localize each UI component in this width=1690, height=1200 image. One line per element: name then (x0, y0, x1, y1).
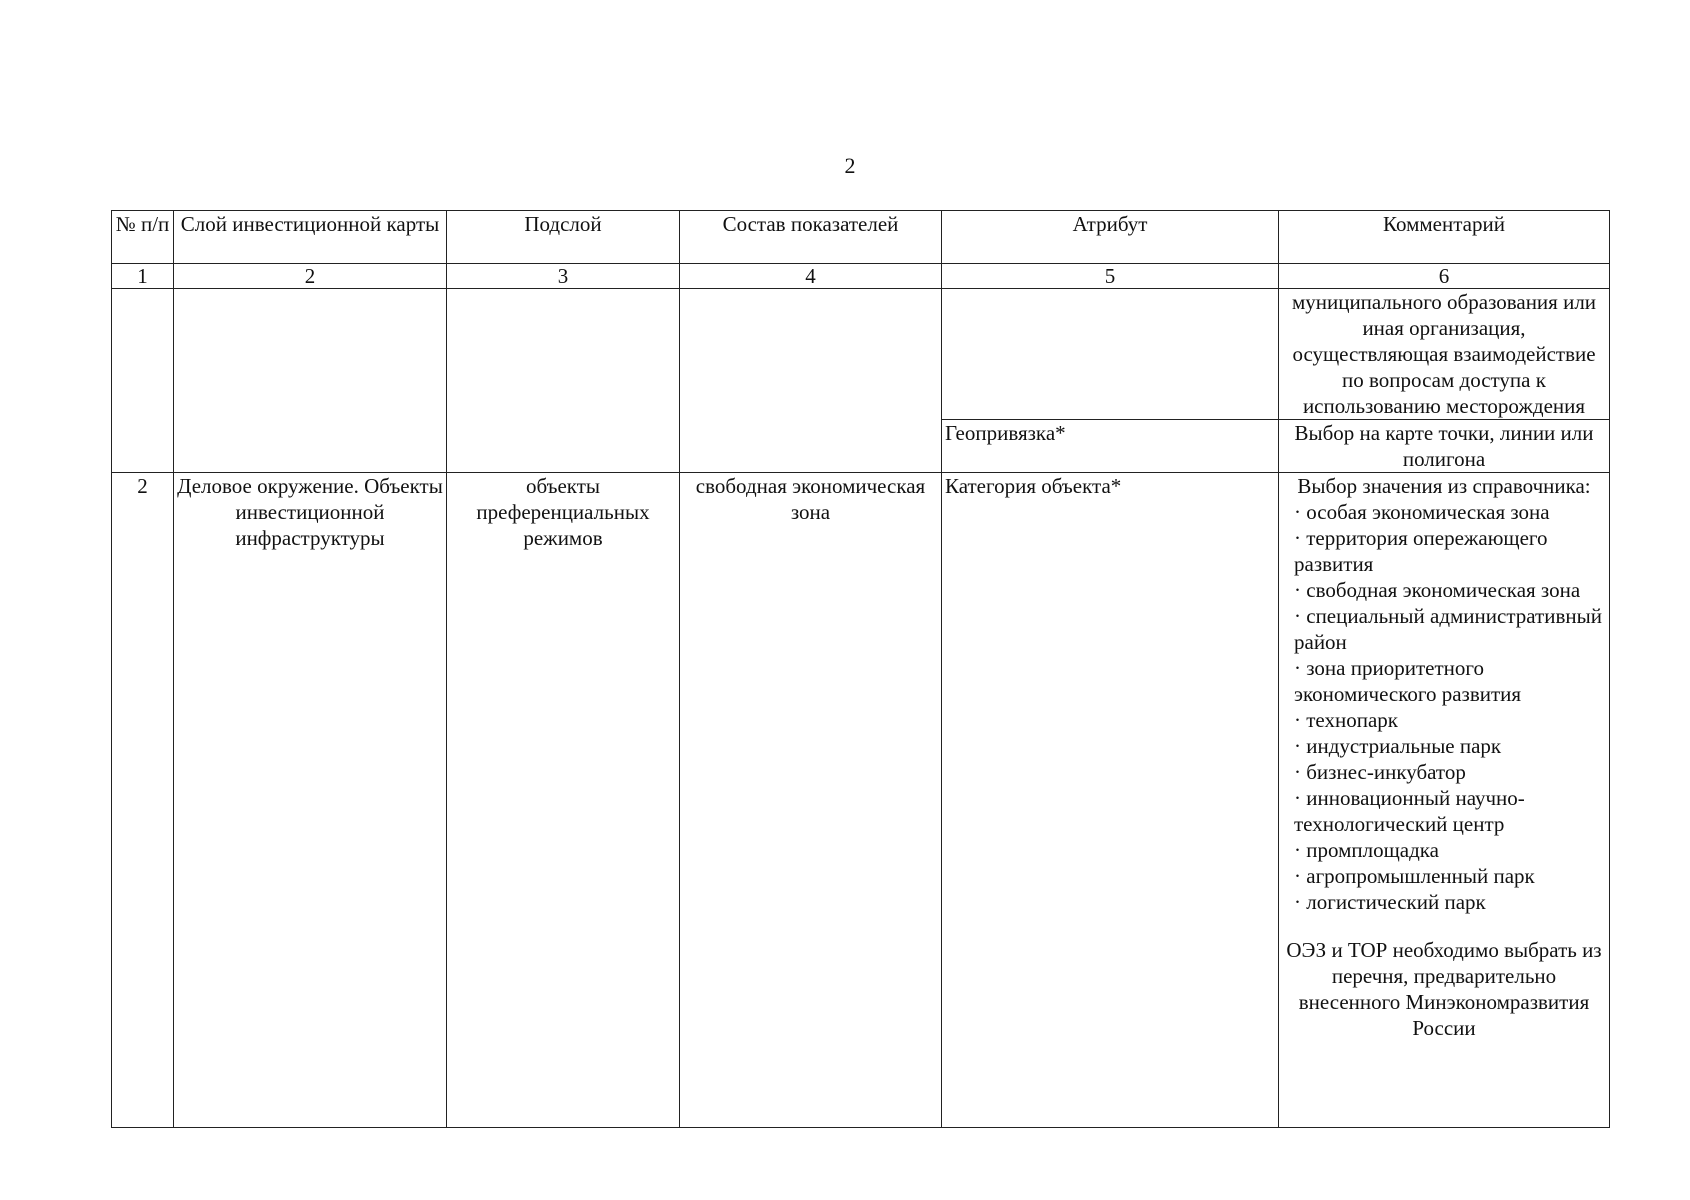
list-item: · инновационный научно-технологический центр (1294, 786, 1525, 836)
column-numbers-row (112, 264, 1610, 289)
row2-comment-cell (1279, 473, 1610, 1128)
row2-num-cell: 2 (112, 473, 174, 1128)
row2-indicators-cell: свободная экономическая зона (680, 473, 942, 1128)
continued-num-cell (112, 289, 174, 473)
list-item: · агропромышленный парк (1294, 864, 1535, 888)
indicators-table (111, 210, 1610, 1128)
col-number-2: 2 (174, 264, 447, 289)
row2-sublayer-cell: объекты преференциальных режимов (447, 473, 680, 1128)
col-number-1: 1 (112, 264, 174, 289)
row2-attribute-cell: Категория объекта* (942, 473, 1279, 1128)
table-row-2 (112, 473, 1610, 1128)
header-col-1: № п/п (112, 211, 174, 264)
continued-indicators-cell (680, 289, 942, 473)
row2-layer-cell: Деловое окружение. Объекты инвестиционной инфраструктуры (174, 473, 447, 1128)
geo-attribute-cell: Геопривязка* (942, 420, 1279, 473)
category-options-list (1282, 499, 1606, 915)
geo-comment-cell: Выбор на карте точки, линии или полигона (1279, 420, 1610, 473)
list-item: · зона приоритетного экономического развития (1294, 656, 1522, 706)
col-number-4: 4 (680, 264, 942, 289)
col-number-6: 6 (1279, 264, 1610, 289)
continued-comment-cell: муниципального образования или иная организация, осуществляющая взаимодействие по вопросам доступа к использованию месторождения (1279, 289, 1610, 420)
continued-sublayer-cell (447, 289, 680, 473)
comment-intro: Выбор значения из справочника: (1297, 474, 1591, 498)
header-col-6: Комментарий (1279, 211, 1610, 264)
page-number: 2 (844, 153, 856, 178)
header-col-5: Атрибут (942, 211, 1279, 264)
col-number-5: 5 (942, 264, 1279, 289)
header-col-4: Состав показателей (680, 211, 942, 264)
list-item: · свободная экономическая зона (1294, 578, 1581, 602)
list-item: · индустриальные парк (1294, 734, 1502, 758)
list-item: · территория опережающего развития (1294, 526, 1548, 576)
list-item: · бизнес-инкубатор (1294, 760, 1466, 784)
table-row-continued (112, 289, 1610, 420)
col-number-3: 3 (447, 264, 680, 289)
list-item: · особая экономическая зона (1294, 500, 1550, 524)
header-col-3: Подслой (447, 211, 680, 264)
header-row (112, 211, 1610, 264)
header-col-2: Слой инвестиционной карты (174, 211, 447, 264)
list-item: · логистический парк (1294, 890, 1486, 914)
list-item: · специальный административный район (1294, 604, 1602, 654)
comment-note: ОЭЗ и ТОР необходимо выбрать из перечня, предварительно внесенного Минэкономразвития России (1286, 938, 1602, 1040)
spacer (1282, 915, 1606, 937)
list-item: · промплощадка (1294, 838, 1439, 862)
continued-attribute-cell (942, 289, 1279, 420)
continued-layer-cell (174, 289, 447, 473)
list-item: · технопарк (1294, 708, 1398, 732)
